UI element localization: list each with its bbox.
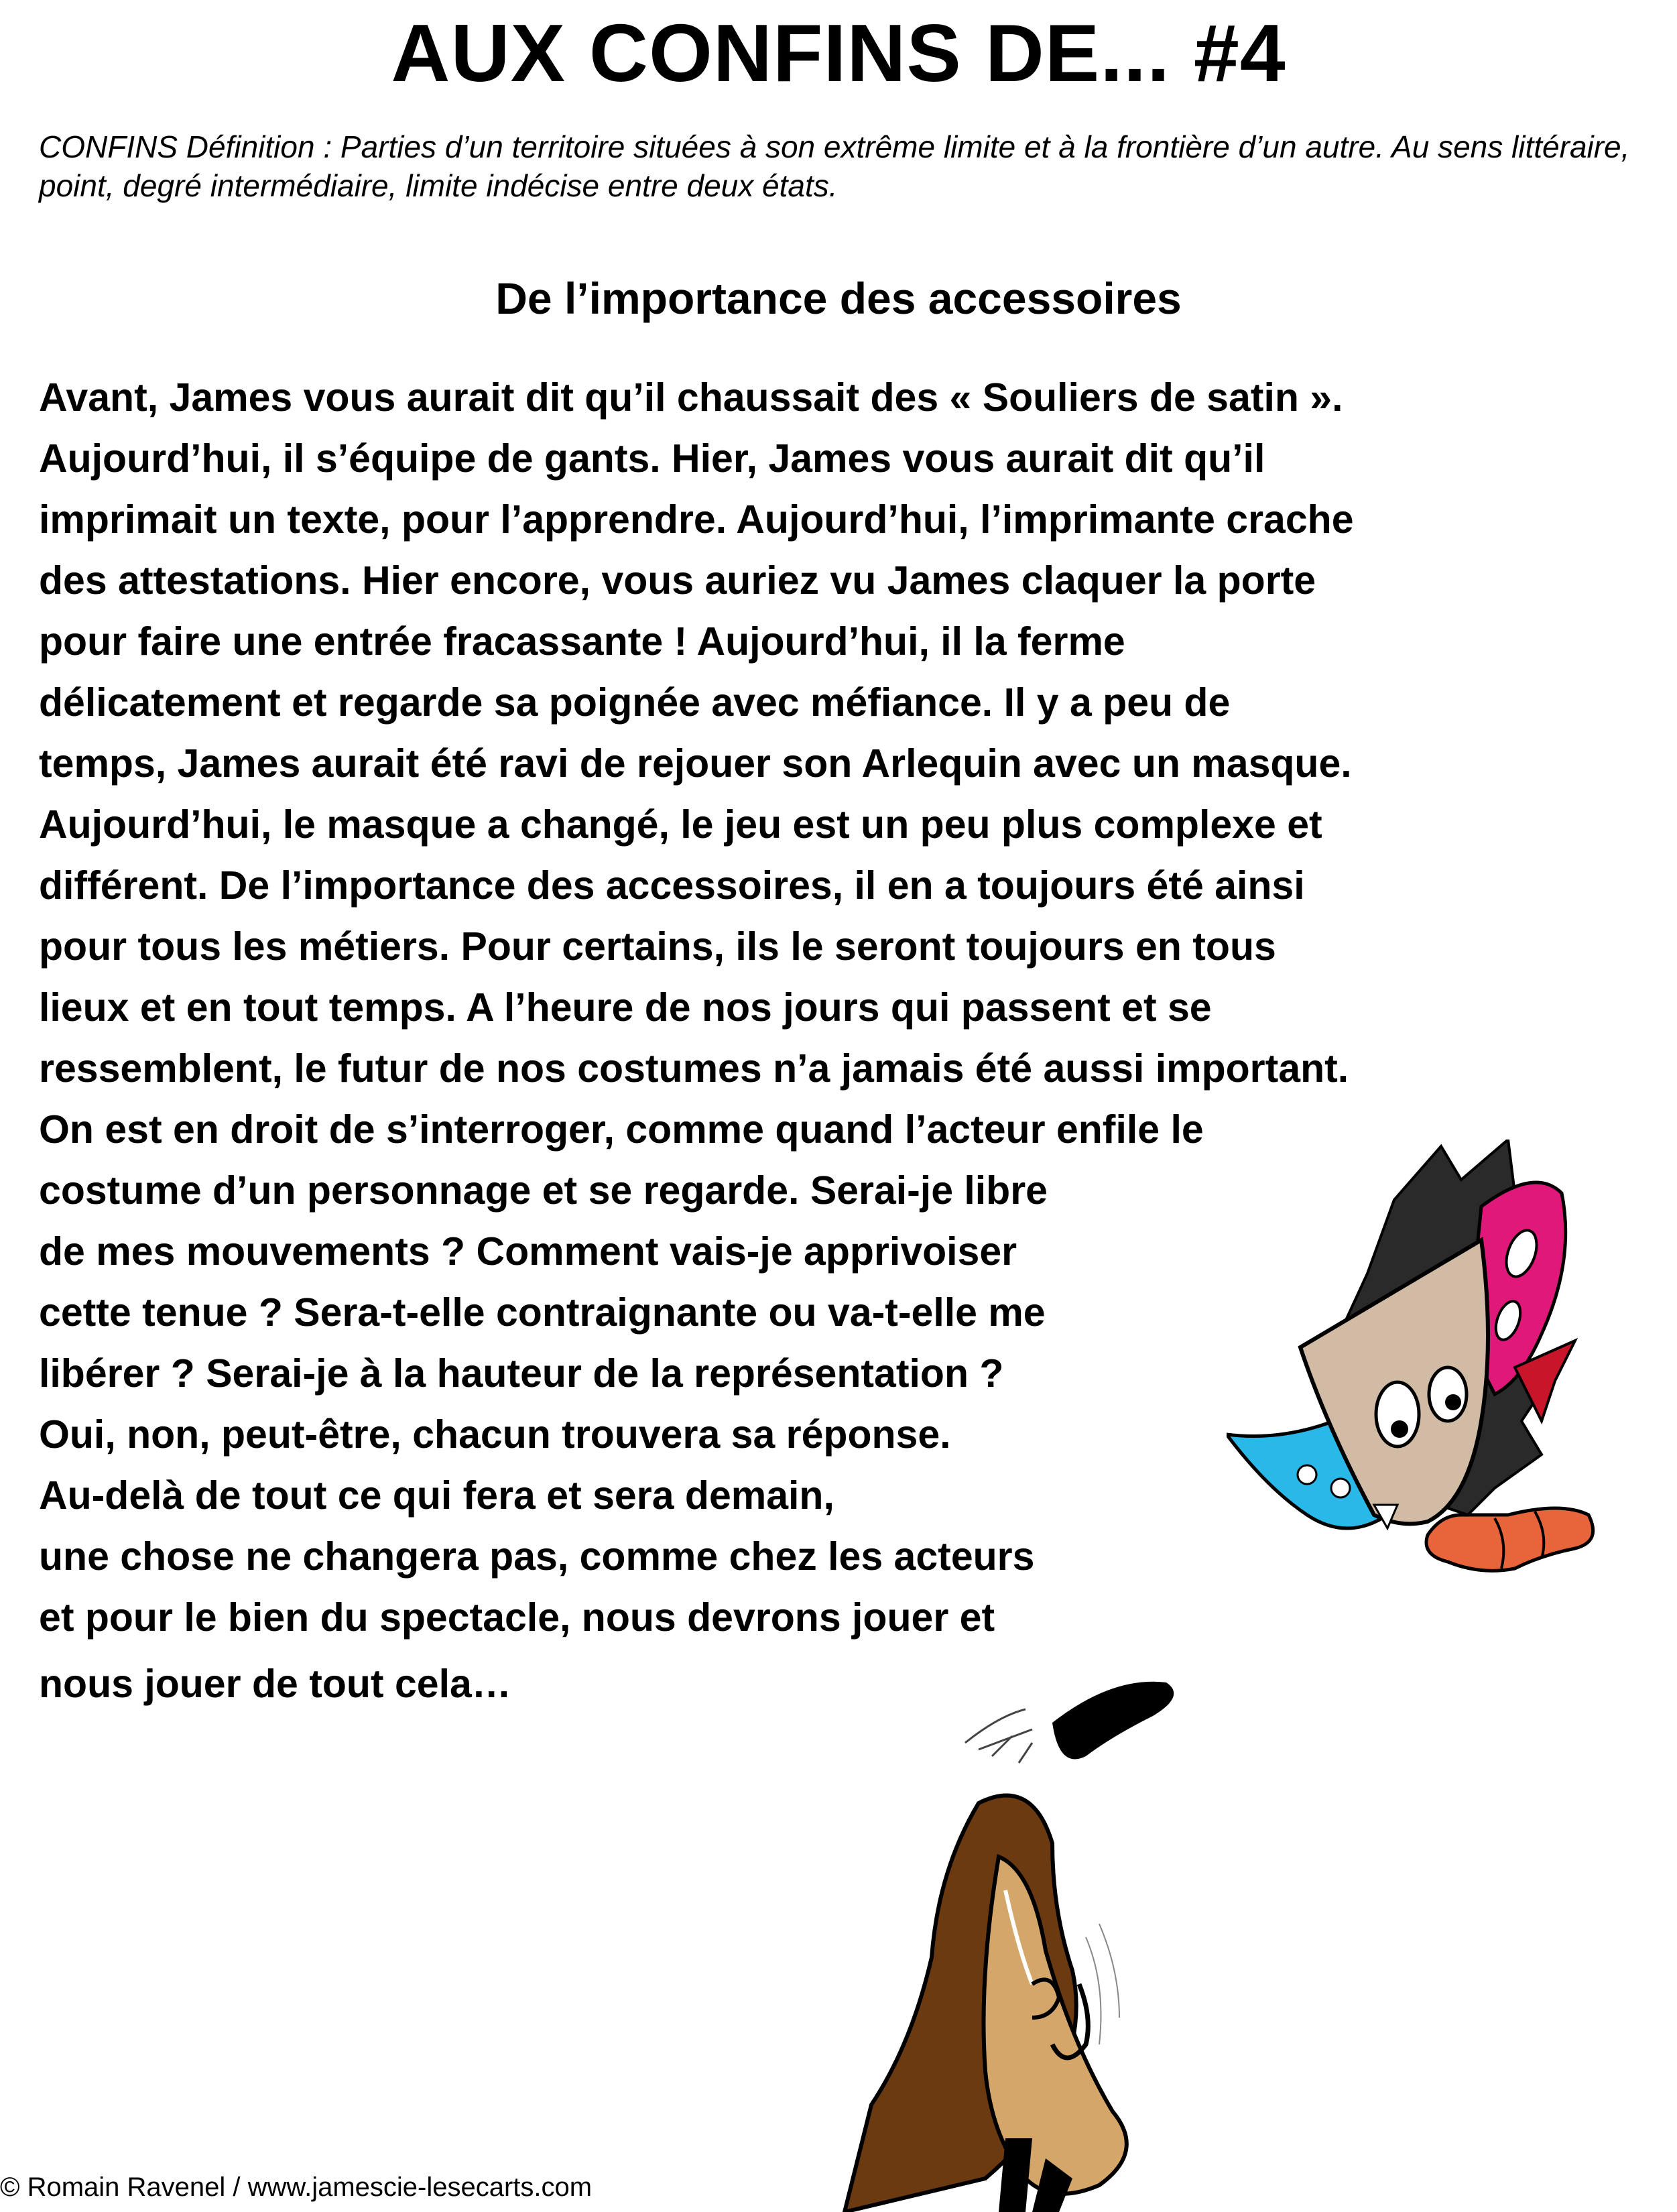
- hat-shape: [1052, 1682, 1174, 1760]
- definition-text: CONFINS Définition : Parties d’un territoire situées à son extrême limite et à la frontière d’un autre. Au sens littéraire, point, degré intermédiaire, limite indécise entre deux états.: [39, 129, 1630, 203]
- body-line: de mes mouvements ? Comment vais-je apprivoiser: [39, 1229, 1017, 1274]
- right-eye-icon: [1429, 1367, 1467, 1421]
- orange-hand: [1426, 1508, 1593, 1571]
- coated-figure-illustration: [831, 1669, 1233, 2212]
- body-line: Aujourd’hui, il s’équipe de gants. Hier, James vous aurait dit qu’il: [39, 436, 1265, 481]
- body-line: pour tous les métiers. Pour certains, ils le seront toujours en tous: [39, 924, 1276, 969]
- body-line: temps, James aurait été ravi de rejouer son Arlequin avec un masque.: [39, 741, 1352, 786]
- masked-character-illustration: [1227, 1140, 1622, 1575]
- body-line: imprimait un texte, pour l’apprendre. Aujourd’hui, l’imprimante crache: [39, 497, 1354, 542]
- body-line: une chose ne changera pas, comme chez les acteurs: [39, 1534, 1035, 1579]
- body-line: Avant, James vous aurait dit qu’il chaussait des « Souliers de satin ».: [39, 375, 1343, 420]
- body-line: On est en droit de s’interroger, comme quand l’acteur enfile le: [39, 1107, 1204, 1152]
- body-line: nous jouer de tout cela…: [39, 1662, 511, 1706]
- body-line: libérer ? Serai-je à la hauteur de la représentation ?: [39, 1351, 1004, 1396]
- body-line: des attestations. Hier encore, vous auriez vu James claquer la porte: [39, 558, 1316, 603]
- section-subtitle: De l’importance des accessoires: [495, 273, 1182, 323]
- body-line: et pour le bien du spectacle, nous devrons jouer et: [39, 1595, 995, 1640]
- page-title: AUX CONFINS DE... #4: [391, 7, 1286, 99]
- body-line: ressemblent, le futur de nos costumes n’a jamais été aussi important.: [39, 1046, 1349, 1091]
- body-line: lieux et en tout temps. A l’heure de nos jours qui passent et se: [39, 985, 1212, 1030]
- body-line: différent. De l’importance des accessoires, il en a toujours été ainsi: [39, 863, 1305, 908]
- copyright-footer: © Romain Ravenel / www.jamescie-lesecarts.com: [0, 2172, 593, 2202]
- body-line: Aujourd’hui, le masque a changé, le jeu est un peu plus complexe et: [39, 802, 1322, 847]
- body-line: délicatement et regarde sa poignée avec méfiance. Il y a peu de: [39, 680, 1231, 725]
- body-line: pour faire une entrée fracassante ! Aujourd’hui, il la ferme: [39, 619, 1125, 664]
- body-line: Oui, non, peut-être, chacun trouvera sa réponse.: [39, 1412, 951, 1457]
- body-line: costume d’un personnage et se regarde. Serai-je libre: [39, 1168, 1048, 1213]
- body-line: Au-delà de tout ce qui fera et sera demain,: [39, 1473, 834, 1518]
- body-line: cette tenue ? Sera-t-elle contraignante ou va-t-elle me: [39, 1290, 1046, 1335]
